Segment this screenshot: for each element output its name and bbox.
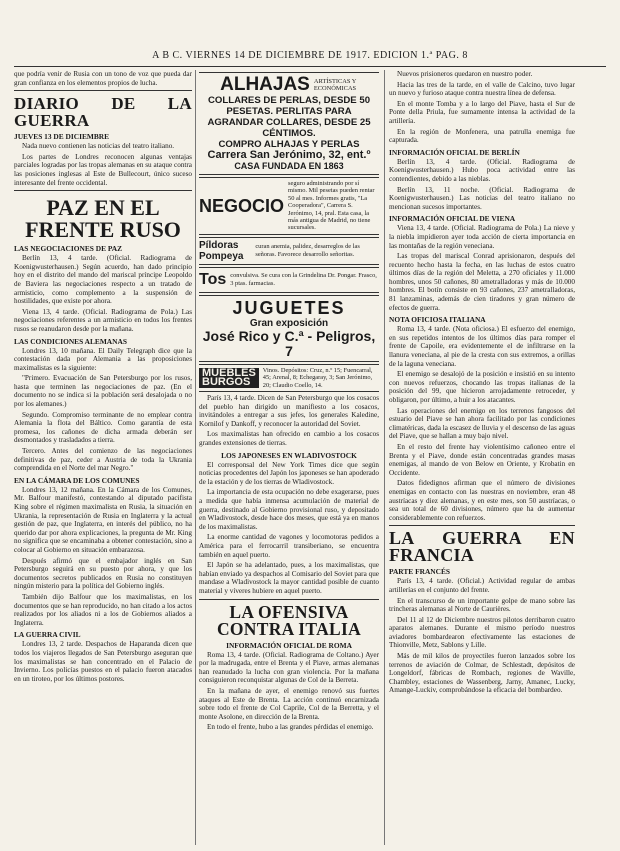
section-title-paz: PAZ EN EL FRENTE RUSO	[25, 195, 181, 243]
section-date: JUEVES 13 DE DICIEMBRE	[14, 132, 110, 142]
article-paragraph: Viena 13, 4 tarde. (Oficial. Radiograma de Pola.) La nieve y la niebla impidieron ayer toda acción de cierta importancia en las montañas de la región veneciana.	[389, 224, 575, 250]
article-paragraph: En el resto del frente hay violentísimo cañoneo entre el Brenta y el Piave, donde están concentradas grandes masas enemigas, al mando de von Below en Oriente, y Krobatin en Occidente.	[389, 442, 575, 477]
ad-muebles-text: Vinos. Depósitos: Cruz, n.º 15; Fuencarral, 45; Arenal, 8; Echegaray, 3; San Jerónimo, 20; Claudio Coello, 14.	[262, 366, 373, 389]
ad-juguetes-sub: Gran exposición	[249, 317, 329, 329]
article-paragraph: Berlín 13, 4 tarde. (Oficial. Radiograma de Koenigwusterhausen.) Hubo poca actividad entre las contendientes, debido a las nieblas.	[389, 157, 575, 183]
divider	[14, 90, 192, 91]
ad-tos	[199, 267, 379, 293]
article-paragraph: París 13, 4 tarde. (Oficial.) Actividad regular de ambas artillerías en el conjunto del frente.	[389, 577, 575, 594]
article-paragraph: Los partes de Londres reconocen algunas ventajas parciales logradas por las tropas alemanas en su ataque contra las posiciones inglesas al Este de Bullecourt, único suceso interesante del frente occidental.	[14, 152, 192, 187]
article-paragraph: Roma 13, 4 tarde. (Oficial. Radiograma de Coltano.) Ayer por la madrugada, entre el Brenta y el Piave, armas alemanas han reanudado la lucha con gran violencia. Por la mañana consiguieron reconquistar algunas de Col de la Berreta.	[199, 650, 379, 685]
article-paragraph: Viena 13, 4 tarde. (Oficial. Radiograma de Pola.) Las negociaciones referentes a un armisticio en todos los frentes rusos se reanudaron desde por la mañana.	[14, 307, 192, 333]
ad-alhajas-line2: COMPRO ALHAJAS Y PERLAS	[218, 139, 360, 150]
article-paragraph: Nada nuevo contienen las noticias del teatro italiano.	[22, 142, 175, 151]
ad-pildoras	[199, 237, 379, 265]
article-paragraph: Segundo. Compromiso terminante de no emplear contra Alemania la flota del Báltico. Como garantía de esta promesa, los cañones de dicha armada deberán ser desmontados y trasladados a tierra.	[14, 410, 192, 445]
subheading: PARTE FRANCÉS	[389, 567, 450, 577]
divider	[14, 190, 192, 191]
ad-tos-text: convulsiva. Se cura con la Grindelina Dr. Pongar. Frasco, 3 ptas. farmacias.	[230, 272, 377, 287]
subheading: INFORMACIÓN OFICIAL DE BERLÍN	[389, 147, 520, 157]
column-rule-1	[195, 70, 196, 845]
subheading: INFORMACIÓN OFICIAL DE VIENA	[389, 214, 516, 224]
article-paragraph: Del 11 al 12 de Diciembre nuestros pilotos derribaron cuatro aparatos alemanes. Durante el mismo período nuestros aviadores bombardearon efectivamente las estaciones de Thionville, Metz, Sablons y Lille.	[389, 615, 575, 650]
article-paragraph: En la región de Monfenera, una patrulla enemiga fue capturada.	[389, 127, 575, 145]
ad-alhajas-line1: COLLARES DE PERLAS, DESDE 50 PESETAS. PERLITAS PARA AGRANDAR COLLARES, DESDE 25 CÉNTIMOS.	[207, 95, 371, 139]
ad-muebles-logo: MUEBLES BURGOS	[199, 368, 259, 387]
ad-juguetes	[199, 295, 379, 362]
ad-negocio	[199, 177, 379, 235]
article-paragraph: Londres 13, 10 mañana. El Daily Telegraph dice que la contestación dada por Alemania a las proposiciones maximalistas es la siguiente:	[14, 346, 192, 372]
article-paragraph: El Japón se ha adelantado, pues, a los maximalistas, que habían enviado ya despachos al Comisario del Soviet para que mandase a Wladivostock la mayor cantidad posible de cuanto material y víveres hubiere en aquel puerto.	[199, 561, 379, 595]
article-paragraph: Los maximalistas han ofrecido en cambio a los cosacos grandes extensiones de tierras.	[199, 430, 379, 448]
ad-tos-word: Tos	[199, 270, 227, 288]
column-2	[199, 70, 379, 845]
article-paragraph: En la mañana de ayer, el enemigo renovó sus fuertes ataques al Este de Brenta. La acción continuó encarnizada sobre todo el frente de Col Caprile, Col de la Berretta, y el monte Asolone, en dirección de la Brenta.	[199, 686, 379, 721]
article-paragraph: El enemigo se desalojó de la posición e insistió en su intento con nuevos refuerzos, chocando las tropas italianas de la posición del 99, que hicieron arrojadamente retroceder, y obligaron, por último, a huir a los atacantes.	[389, 370, 575, 404]
column-3	[389, 70, 575, 845]
article-paragraph: Las operaciones del enemigo en los terrenos fangosos del estuario del Piave se han ahora facilitado por las condiciones climatéricas, dada la escasez de lluvia y el descenso de las aguas del Piave, que se hallan a muy bajo nivel.	[389, 406, 575, 441]
article-paragraph: Datos fidedignos afirman que el número de divisiones enemigas en contacto con las nuestras en noviembre, eran 48 austríacas y diez alemanas, y en este mes, son 50 austríacas, o sea un total de 60 divisiones, número que ha de aumentar considerablemente con refuerzos.	[389, 479, 575, 522]
ad-juguetes-name: José Rico y C.ª - Peligros, 7	[202, 327, 376, 359]
subheading: LAS NEGOCIACIONES DE PAZ	[14, 244, 123, 254]
column-1	[14, 70, 192, 845]
article-paragraph: Tercero. Antes del comienzo de las negociaciones definitivas de paz, ceder a Austria de toda la Ukrania comprendida en el Norte del mar Negro."	[14, 447, 192, 473]
article-paragraph: En todo el frente, hubo a las grandes pérdidas el enemigo.	[207, 723, 374, 732]
ad-pildoras-text: curan anemia, palidez, desarreglos de las señoras. Favorece desarrollo señoritas.	[255, 243, 360, 258]
ad-alhajas-est: CASA FUNDADA EN 1863	[234, 161, 344, 171]
article-paragraph: Después afirmó que el embajador inglés en San Petersburgo seguirá en su puesto por ahora, y que los documentos secretos publicados en Rusia no constituyen ningún misterio para la política del Gobierno inglés.	[14, 556, 192, 591]
subheading: NOTA OFICIOSA ITALIANA	[389, 315, 486, 325]
ad-negocio-word: NEGOCIO	[199, 195, 285, 216]
article-paragraph: París 13, 4 tarde. Dicen de San Petersburgo que los cosacos del pueblo han dirigido un manifiesto a los cosacos, invitándoles a entregar a sus jefes, los generales Kaledine, Kornilof y Dankoff, y reconocer la autoridad del Soviet.	[199, 394, 379, 428]
article-paragraph: La importancia de esta ocupación no debe exagerarse, pues a medida que había inmensa acumulación de material de guerra, destinado al Gobierno provisional ruso, y depositado en Wladivostock, desde hace dos meses, que está ya en manos de los maximalistas.	[199, 488, 379, 531]
article-paragraph: Berlín 13, 4 tarde. (Oficial. Radiograma de Koenigwusterhausen.) Según acuerdo, han dado principio hoy en el distrito del mando del mariscal príncipe Leopoldo de Baviera las negociaciones respecto a un tratado de armisticio, como complemento a la suspensión de hostilidades, que existe por ahora.	[14, 254, 192, 306]
article-paragraph: En el monte Tomba y a lo largo del Piave, hasta el Sur de Ponte della Priula, fue sumamente intensa la actividad de la artillería.	[389, 99, 575, 125]
ad-juguetes-word: JUGUETES	[232, 297, 346, 318]
article-paragraph: Las tropas del mariscal Conrad aprisionaron, después del recuento hecho hasta la fecha, en las luchas de estos cuatro últimos días de la región del Meletta, a 270 oficiales y 11.000 hombres, unos 50 cañones, 80 ametralladoras y más de 10.000 hombres. El botín consiste en 93 cañones, 237 ametralladoras, 81 lanzaminas, además de cien tiradores y gran número de efectos de guerra.	[389, 252, 575, 312]
article-paragraph: Roma 13, 4 tarde. (Nota oficiosa.) El esfuerzo del enemigo, en sus repetidos intentos de los últimos días para romper el frente de Capoile, era evidentemente el de infiltrarse en la llanura veneciana, al pie de la cresta con sus extremos, a orillas de la laguna veneciana.	[389, 325, 575, 368]
subheading: LA GUERRA CIVIL	[14, 630, 81, 640]
ad-alhajas-word: ALHAJAS	[220, 74, 310, 95]
article-paragraph: También dijo Balfour que los maximalistas, en los documentos que se han reproducido, no han citado a los actos realizados por los aliados ni a los de Gobiernos aliados a Inglaterra.	[14, 592, 192, 627]
page-header: A B C. VIERNES 14 DE DICIEMBRE DE 1917. EDICION 1.ª PAG. 8	[152, 50, 468, 61]
ad-alhajas	[199, 72, 379, 175]
ad-alhajas-address: Carrera San Jerónimo, 32, ent.º	[207, 149, 371, 161]
section-title-diario: DIARIO DE LA GUERRA	[14, 94, 192, 131]
ad-muebles	[199, 364, 379, 392]
ad-pildoras-word: Píldoras Pompeya	[199, 239, 244, 262]
subheading: LOS JAPONESES EN WLADIVOSTOCK	[221, 450, 357, 460]
subheading: EN LA CÁMARA DE LOS COMUNES	[14, 475, 140, 485]
article-paragraph: El corresponsal del New York Times dice que según noticias procedentes del Japón los japoneses se han apoderado de la estación y de los tierras de Wladivostock.	[199, 460, 379, 486]
divider	[389, 525, 575, 526]
subheading: LAS CONDICIONES ALEMANAS	[14, 336, 127, 346]
intro-text: que podría venir de Rusia con un tono de voz que pueda dar gran confianza en los elementos propios de lucha.	[14, 70, 192, 87]
ad-alhajas-small: ARTÍSTICAS Y ECONÓMICAS	[313, 77, 357, 92]
article-paragraph: Nuevos prisioneros quedaron en nuestro poder.	[397, 70, 533, 78]
article-paragraph: Hacia las tres de la tarde, en el valle de Calcino, tuvo lugar un nuevo y furioso ataque contra nuestra línea de defensa.	[389, 80, 575, 98]
article-paragraph: Berlín 13, 11 noche. (Oficial. Radiograma de Koenigwusterhausen.) Las noticias del teatro italiano no mencionan sucesos importantes.	[389, 185, 575, 211]
article-paragraph: En el transcurso de un importante golpe de mano sobre las trincheras alemanas al Norte de Caurières.	[389, 596, 575, 614]
article-paragraph: "Primero. Evacuación de San Petersburgo por los rusos, hasta que terminen las negociaciones de paz. (En el documento no se indica si la población será desalojada o no por los alemanes.)	[14, 374, 192, 409]
subheading: INFORMACIÓN OFICIAL DE ROMA	[226, 640, 352, 650]
section-title-ofensiva: LA OFENSIVA CONTRA ITALIA	[216, 601, 362, 639]
column-rule-2	[384, 70, 385, 845]
article-paragraph: Londres 13, 12 mañana. En la Cámara de los Comunes, Mr. Balfour manifestó, contestando al diputado pacifista King sobre el régimen maximalista en Rusia, la situación en Ukrania, la representación de Rusia en Inglaterra y la actual gestión de paz, que Inglaterra, en interés del público, no ha querido dar por ahora explicaciones, la pregunta de Mr. King no significa que se encaminaba a obtener contestación, sino a colocar al Gobierno en situación embarazosa.	[14, 485, 192, 554]
article-paragraph: Más de mil kilos de proyectiles fueron lanzados sobre los terrenos de aviación de Colmar, de Schlestadt, depósitos de Longeldorf, fábricas de Rombach, regiones de Waville, Chambley, estaciones de Wassenberg, Jarny, Amanec, Lucky, Amange-Luckiv, comprobándose la eficacia del bombardeo.	[389, 652, 575, 695]
divider	[199, 599, 379, 600]
header-rule	[14, 66, 606, 67]
ad-negocio-text: seguro administrando por sí mismo. Mil pesetas pueden rentar 50 al mes. Informes gratis, "La Cooperadora", Carrera S. Jerónimo, 14, pral. Esta casa, la más antigua de Madrid, no tiene sucursales.	[288, 180, 375, 232]
article-paragraph: La enorme cantidad de vagones y locomotoras pedidos a América para el ferrocarril transiberiano, se encuentra también en aquel puerto.	[199, 533, 379, 559]
article-paragraph: Londres 13, 2 tarde. Despachos de Haparanda dicen que todos los viajeros llegados de San Petersburgo aseguran que los maximalistas se han concentrado en el Palacio de Invierno. Los policías puestos en el palacio fueron atacados en un tiroteo, por los últimos postores.	[14, 640, 192, 683]
section-title-francia: LA GUERRA EN FRANCIA	[389, 528, 575, 566]
